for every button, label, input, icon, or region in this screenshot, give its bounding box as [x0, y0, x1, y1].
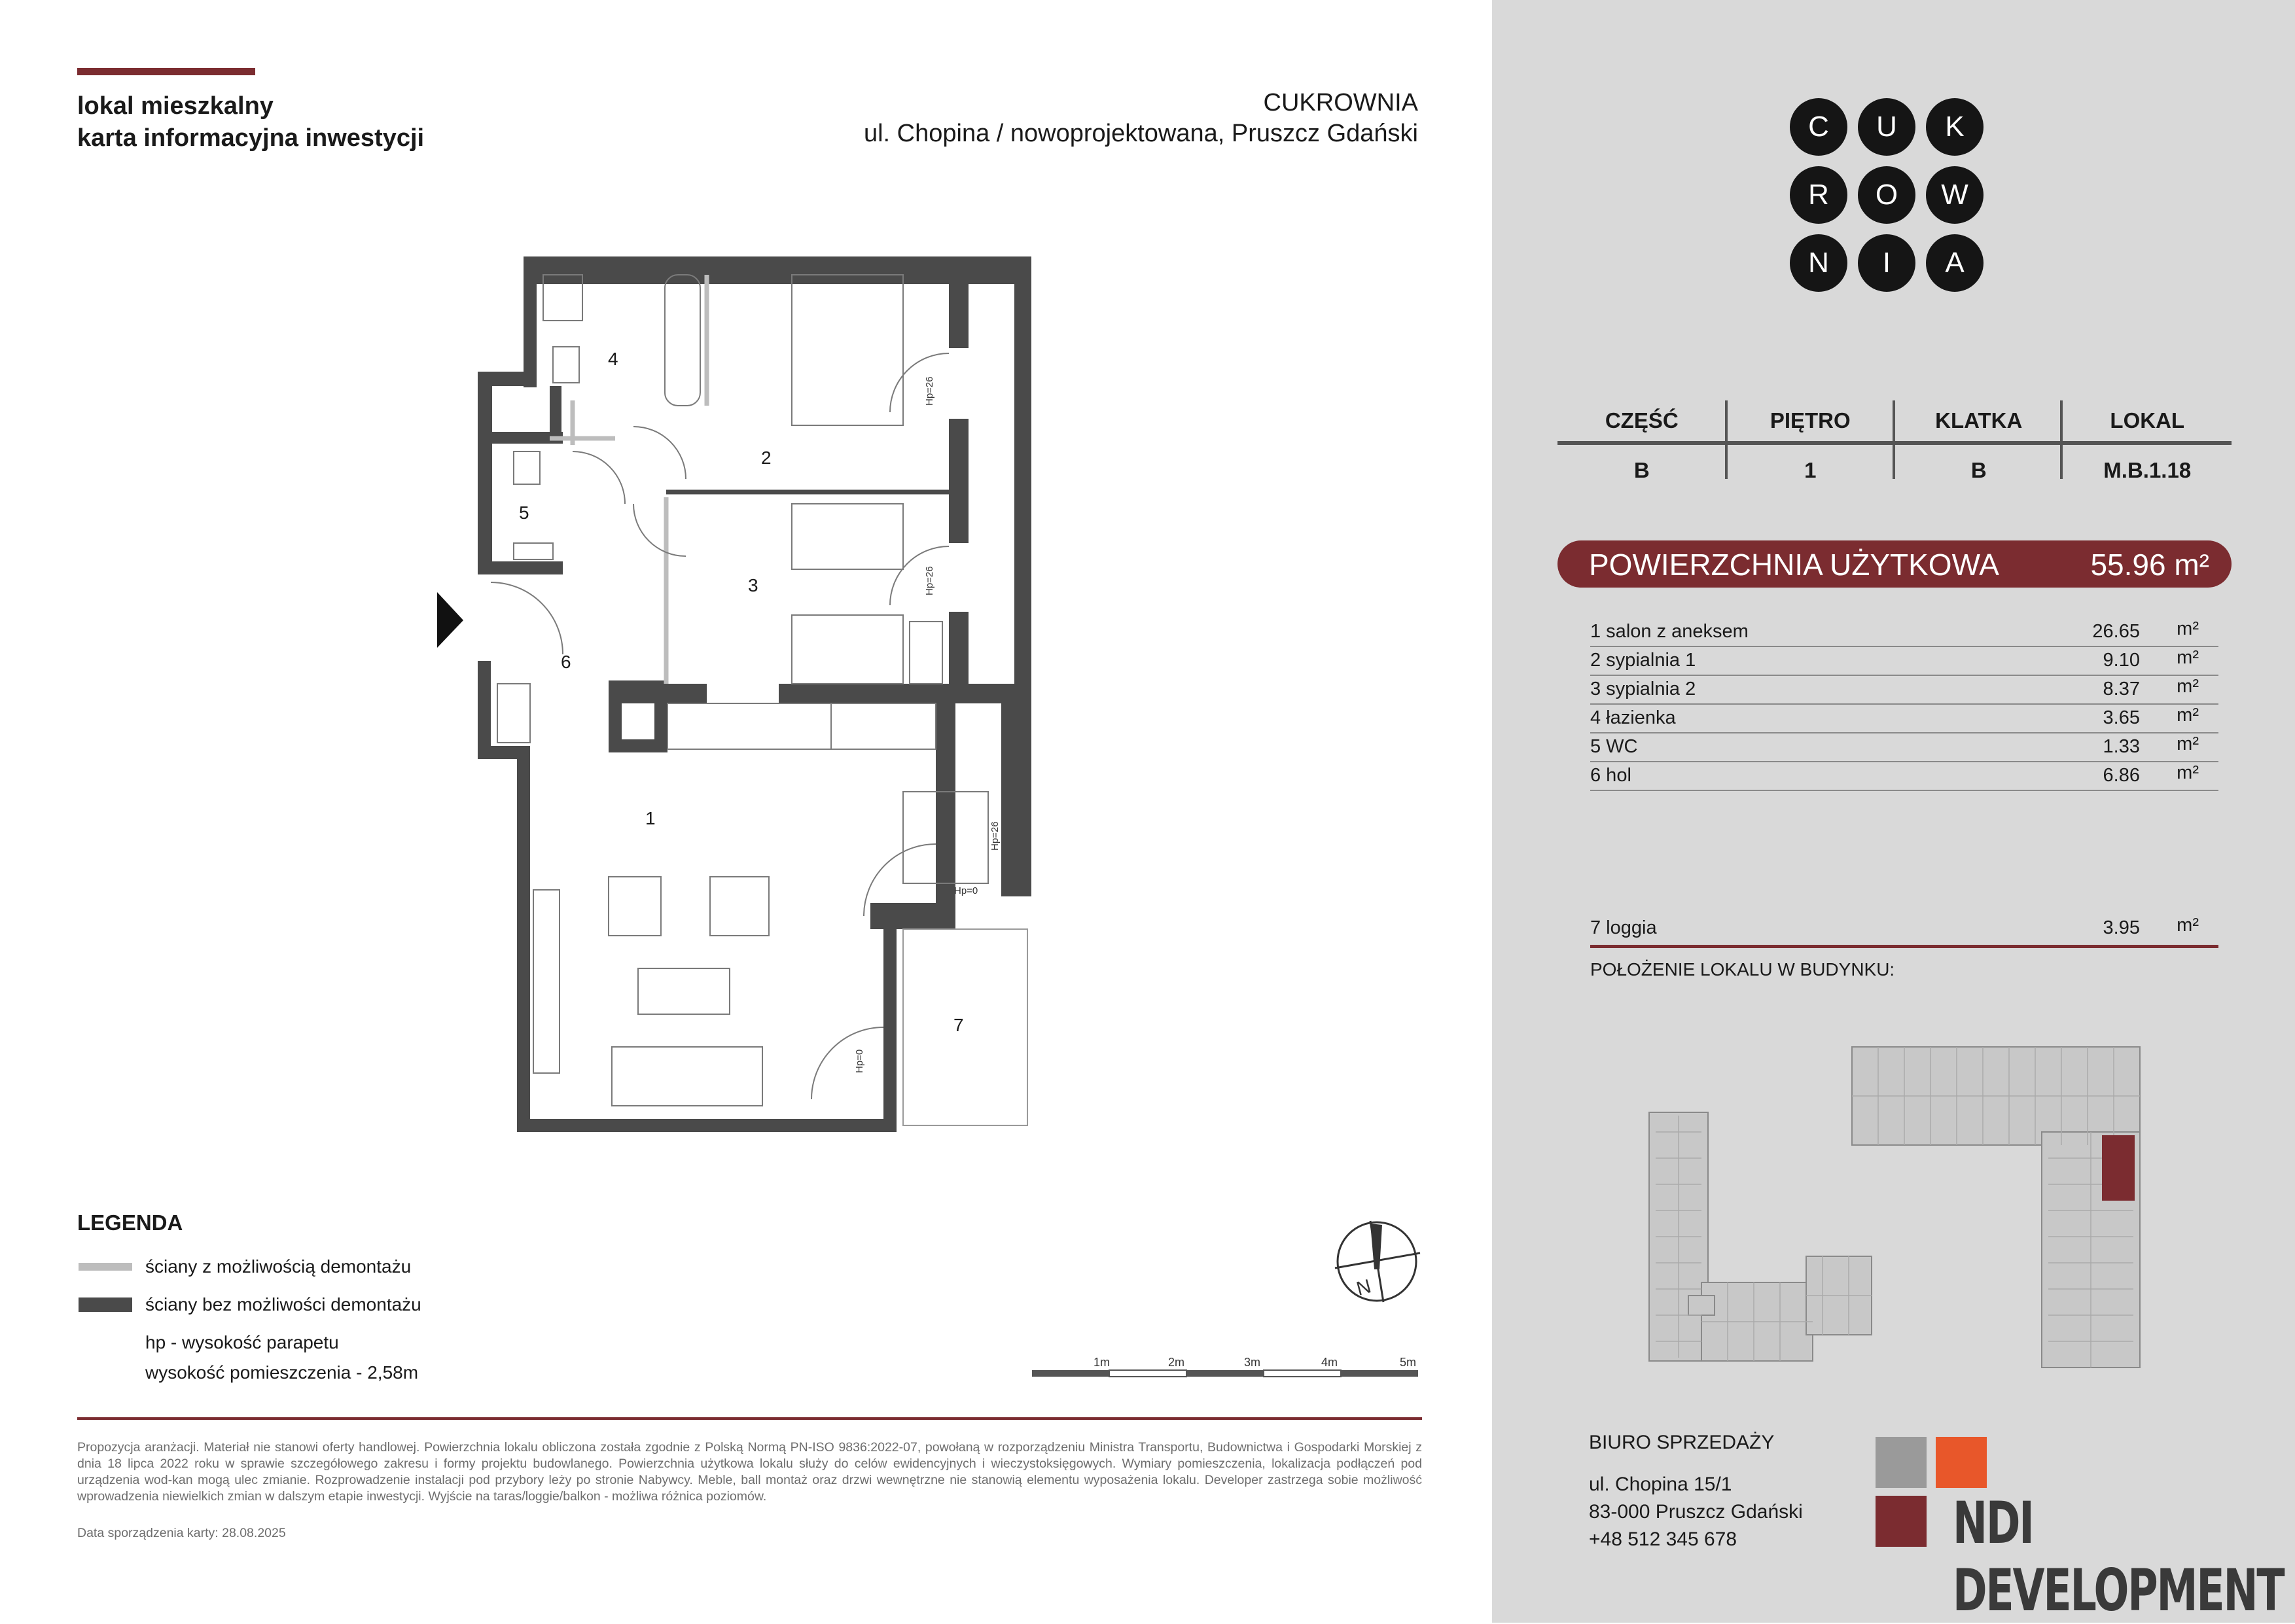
legend-label: ściany z możliwością demontażu: [145, 1256, 412, 1277]
building-site-plan: [1629, 1034, 2173, 1374]
room-area: 26.65: [2092, 621, 2140, 642]
room-number-4: 4: [608, 349, 618, 369]
office-city: 83-000 Pruszcz Gdański: [1589, 1501, 1803, 1523]
cukrownia-logo: [1790, 98, 1993, 301]
floor-plan: [419, 249, 1047, 1139]
room-area: 9.10: [2103, 650, 2140, 671]
room-name: 2 sypialnia 1: [1590, 650, 1696, 671]
scale-tick-label: 5m: [1400, 1356, 1417, 1369]
room-unit: m²: [2177, 676, 2199, 697]
scale-tick-label: 4m: [1321, 1356, 1338, 1369]
project-address: ul. Chopina / nowoprojektowana, Pruszcz Gdański: [863, 120, 1418, 147]
legend-label: ściany bez możliwości demontażu: [145, 1294, 421, 1315]
position-label: POŁOŻENIE LOKALU W BUDYNKU:: [1590, 959, 1895, 980]
logo-letter: I: [1858, 234, 1915, 292]
room-row: [1590, 647, 2218, 676]
room-number-7: 7: [953, 1015, 964, 1035]
room-number-1: 1: [645, 808, 656, 828]
header-part: CZĘŚĆ: [1605, 408, 1679, 432]
title-line-2: karta informacyjna inwestycji: [77, 124, 425, 152]
room-name: 6 hol: [1590, 765, 1631, 786]
parapet-label: Hp=0: [854, 1049, 865, 1073]
logo-letter: W: [1926, 166, 1984, 224]
disclaimer-text: Propozycja aranżacji. Materiał nie stanowi oferty handlowej. Powierzchnia lokalu obliczona została zgodnie z Polską Normą PN-ISO 9836:2022-07, powołaną w rozporządzeniu Ministra Transportu, Budownictwa i Gospodarki Morskiej z dnia 18 lipca 2022 roku w sprawie szczegółowego zakresu i formy projektu budowlanego. Powierzchnia użytkowa lokalu służy do celów ewidencyjnych i wieczystoksięgowych. Wymiary pomieszczenia, lokalizacja podłączeń pod urządzenia wod-kan mogą ulec zmianie. Rozprowadzenie instalacji pod przybory leży po stronie Nabywcy. Meble, ball montaż oraz drzwi wewnętrzne nie stanowią elementu wyposażenia lokalu. Developer zastrzega sobie możliwość wprowadzenia niewielkich zmian w dalszym etapie inwestycji. Wyjście na taras/loggie/balkon - możliwa różnica poziomów.: [77, 1440, 1422, 1504]
logo-letter: O: [1858, 166, 1915, 224]
room-number-2: 2: [761, 448, 772, 468]
parapet-label: Hp=26: [924, 566, 935, 595]
room-unit: m²: [2177, 762, 2199, 783]
logo-letter: C: [1790, 98, 1847, 156]
value-unit: M.B.1.18: [2103, 458, 2192, 482]
developer-name: NDI DEVELOPMENT: [1953, 1489, 2284, 1624]
room-unit: m²: [2177, 618, 2199, 639]
room-area: 6.86: [2103, 765, 2140, 786]
logo-letter: R: [1790, 166, 1847, 224]
loggia-unit: m²: [2177, 915, 2199, 936]
unit-info-table: [1557, 400, 2232, 492]
highlighted-unit: [2102, 1135, 2135, 1201]
office-phone[interactable]: +48 512 345 678: [1589, 1528, 1737, 1550]
scale-tick-label: 1m: [1094, 1356, 1111, 1369]
header-unit: LOKAL: [2110, 408, 2185, 432]
room-name: 3 sypialnia 2: [1590, 679, 1696, 699]
value-floor: 1: [1804, 458, 1817, 482]
legend-item-removable: [79, 1256, 411, 1277]
room-unit: m²: [2177, 705, 2199, 726]
footer-rule: [77, 1417, 1422, 1420]
legend-height-note: wysokość pomieszczenia - 2,58m: [145, 1362, 419, 1383]
room-row: [1590, 733, 2218, 762]
card-date: Data sporządzenia karty: 28.08.2025: [77, 1526, 286, 1540]
logo-letter: U: [1858, 98, 1915, 156]
room-row: [1590, 618, 2218, 647]
room-list: [1590, 618, 2218, 791]
parapet-label: Hp=26: [924, 376, 935, 406]
room-unit: m²: [2177, 733, 2199, 754]
usable-area-label: POWIERZCHNIA UŻYTKOWA: [1589, 548, 1999, 582]
header-floor: PIĘTRO: [1770, 408, 1851, 432]
room-name: 4 łazienka: [1590, 707, 1676, 728]
room-number-5: 5: [519, 503, 529, 523]
room-area: 1.33: [2103, 736, 2140, 757]
logo-letter: A: [1926, 234, 1984, 292]
loggia-area: 3.95: [2103, 917, 2140, 938]
room-number-6: 6: [561, 652, 571, 672]
usable-area-value: 55.96 m²: [2090, 548, 2209, 582]
scale-bar: [1031, 1354, 1423, 1381]
header-staircase: KLATKA: [1935, 408, 2023, 432]
logo-letter: N: [1790, 234, 1847, 292]
compass-icon: [1328, 1217, 1423, 1312]
logo-letter: K: [1926, 98, 1984, 156]
legend-swatch-dark: [79, 1297, 132, 1312]
parapet-label: Hp=0: [954, 885, 978, 896]
room-area: 3.65: [2103, 707, 2140, 728]
document-title: [77, 90, 424, 154]
room-name: 1 salon z aneksem: [1590, 621, 1749, 642]
header-accent-rule: [77, 68, 255, 75]
legend-item-fixed: [79, 1294, 421, 1315]
scale-tick-label: 3m: [1244, 1356, 1261, 1369]
legend-parapet-note: hp - wysokość parapetu: [145, 1332, 339, 1352]
entrance-arrow: [437, 592, 463, 648]
room-number-3: 3: [748, 575, 758, 595]
loggia-name: 7 loggia: [1590, 917, 1657, 938]
parapet-label: Hp=26: [989, 821, 1001, 851]
compass-label: N: [1354, 1275, 1374, 1300]
room-row: [1590, 676, 2218, 705]
legend-title: LEGENDA: [77, 1210, 183, 1235]
room-row: [1590, 705, 2218, 733]
value-part: B: [1633, 458, 1650, 482]
room-unit: m²: [2177, 647, 2199, 668]
usable-area-banner: [1557, 540, 2232, 588]
scale-tick-label: 2m: [1168, 1356, 1185, 1369]
room-name: 5 WC: [1590, 736, 1638, 757]
legend-swatch-light: [79, 1263, 132, 1271]
project-name: CUKROWNIA: [1263, 89, 1418, 116]
value-staircase: B: [1970, 458, 1987, 482]
room-row: [1590, 762, 2218, 791]
room-area: 8.37: [2103, 679, 2140, 699]
office-street: ul. Chopina 15/1: [1589, 1474, 1732, 1495]
project-info: [864, 88, 1418, 149]
loggia-row: [1590, 913, 2218, 948]
sales-office-title: BIURO SPRZEDAŻY: [1589, 1432, 1775, 1453]
title-line-1: lokal mieszkalny: [77, 92, 274, 120]
